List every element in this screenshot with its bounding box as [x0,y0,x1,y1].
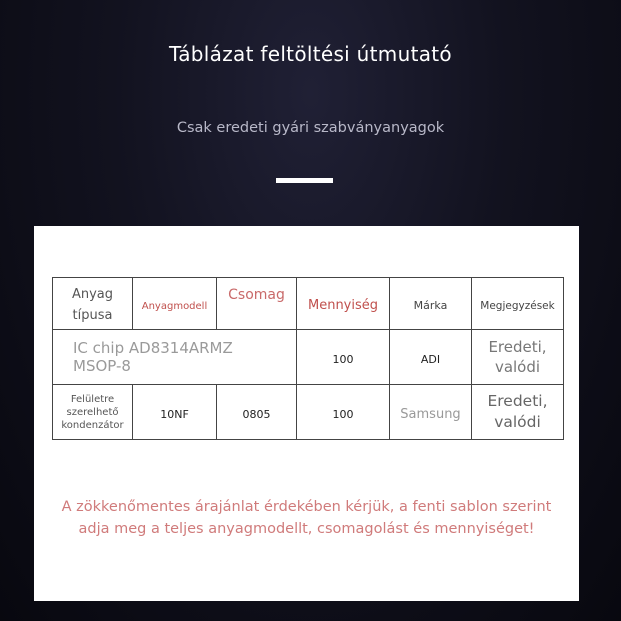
row1-brand: ADI [390,330,472,385]
header-brand: Márka [390,278,472,330]
row2-value: 10NF [133,385,217,440]
row2-type: Felületre szerelhető kondenzátor [53,385,133,440]
row1-model-cell: IC chip AD8314ARMZ MSOP-8 [53,330,297,385]
row2-package: 0805 [217,385,297,440]
page-title: Táblázat feltöltési útmutató [169,42,452,66]
row2-notes: Eredeti, valódi [472,385,564,440]
header-notes: Megjegyzések [472,278,564,330]
row2-quantity: 100 [297,385,390,440]
page-subtitle: Csak eredeti gyári szabványanyagok [176,120,445,136]
header-quantity: Mennyiség [297,278,390,330]
row2-brand: Samsung [390,385,472,440]
row1-notes: Eredeti, valódi [472,330,564,385]
table-row [53,330,564,385]
header-material-model: Anyagmodell [133,278,217,330]
title-divider [276,178,333,183]
header-material-type: Anyag típusa [53,278,133,330]
header-package: Csomag [217,278,297,330]
upload-template-table [52,277,564,440]
table-row [53,385,564,440]
notice-text: A zökkenőmentes árajánlat érdekében kérjük, a fenti sablon szerint adja meg a teljes anyagmodellt, csomagolást és mennyiséget! [61,499,552,537]
table-header-row [53,278,564,330]
guide-card [34,226,579,601]
row1-quantity: 100 [297,330,390,385]
